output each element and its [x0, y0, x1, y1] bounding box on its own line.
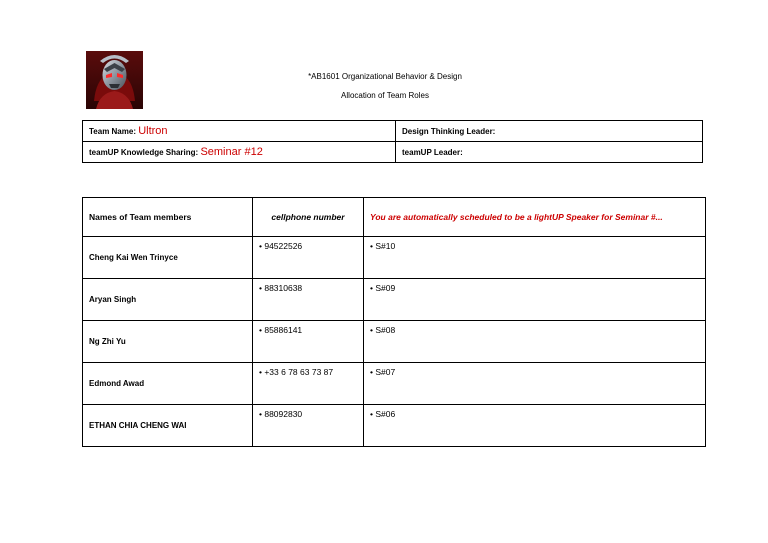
document-subtitle: Allocation of Team Roles	[341, 91, 429, 100]
table-row	[83, 405, 706, 447]
header-cellphone: cellphone number	[253, 198, 364, 237]
member-seminar: • S#07	[364, 363, 706, 405]
design-leader-label: Design Thinking Leader:	[402, 126, 496, 136]
member-seminar: • S#08	[364, 321, 706, 363]
table-row	[83, 363, 706, 405]
ultron-logo-icon	[86, 51, 143, 109]
team-name-cell	[83, 121, 396, 142]
member-phone: • 94522526	[253, 237, 364, 279]
table-header-row	[83, 198, 706, 237]
team-name-value: Ultron	[138, 125, 168, 137]
header-seminar: You are automatically scheduled to be a lightUP Speaker for Seminar #...	[364, 198, 706, 237]
member-seminar: • S#06	[364, 405, 706, 447]
member-name: Edmond Awad	[83, 363, 253, 405]
member-phone: • 88092830	[253, 405, 364, 447]
member-name: ETHAN CHIA CHENG WAI	[83, 405, 253, 447]
team-name-label: Team Name:	[89, 127, 139, 136]
table-row	[83, 279, 706, 321]
knowledge-sharing-value: Seminar #12	[200, 146, 263, 158]
member-phone: • 85886141	[253, 321, 364, 363]
header-names: Names of Team members	[83, 198, 253, 237]
table-row	[83, 237, 706, 279]
members-table	[82, 197, 706, 447]
member-seminar: • S#10	[364, 237, 706, 279]
course-title: *AB1601 Organizational Behavior & Design	[308, 72, 462, 81]
table-row	[83, 321, 706, 363]
design-leader-cell	[396, 121, 703, 142]
teamup-leader-cell	[396, 142, 703, 163]
knowledge-sharing-cell	[83, 142, 396, 163]
member-name: Ng Zhi Yu	[83, 321, 253, 363]
member-name: Aryan Singh	[83, 279, 253, 321]
team-info-table	[82, 120, 703, 163]
member-seminar: • S#09	[364, 279, 706, 321]
teamup-leader-label: teamUP Leader:	[402, 147, 463, 157]
member-phone: • 88310638	[253, 279, 364, 321]
knowledge-sharing-label: teamUP Knowledge Sharing:	[89, 148, 201, 157]
member-phone: • +33 6 78 63 73 87	[253, 363, 364, 405]
member-name: Cheng Kai Wen Trinyce	[83, 237, 253, 279]
